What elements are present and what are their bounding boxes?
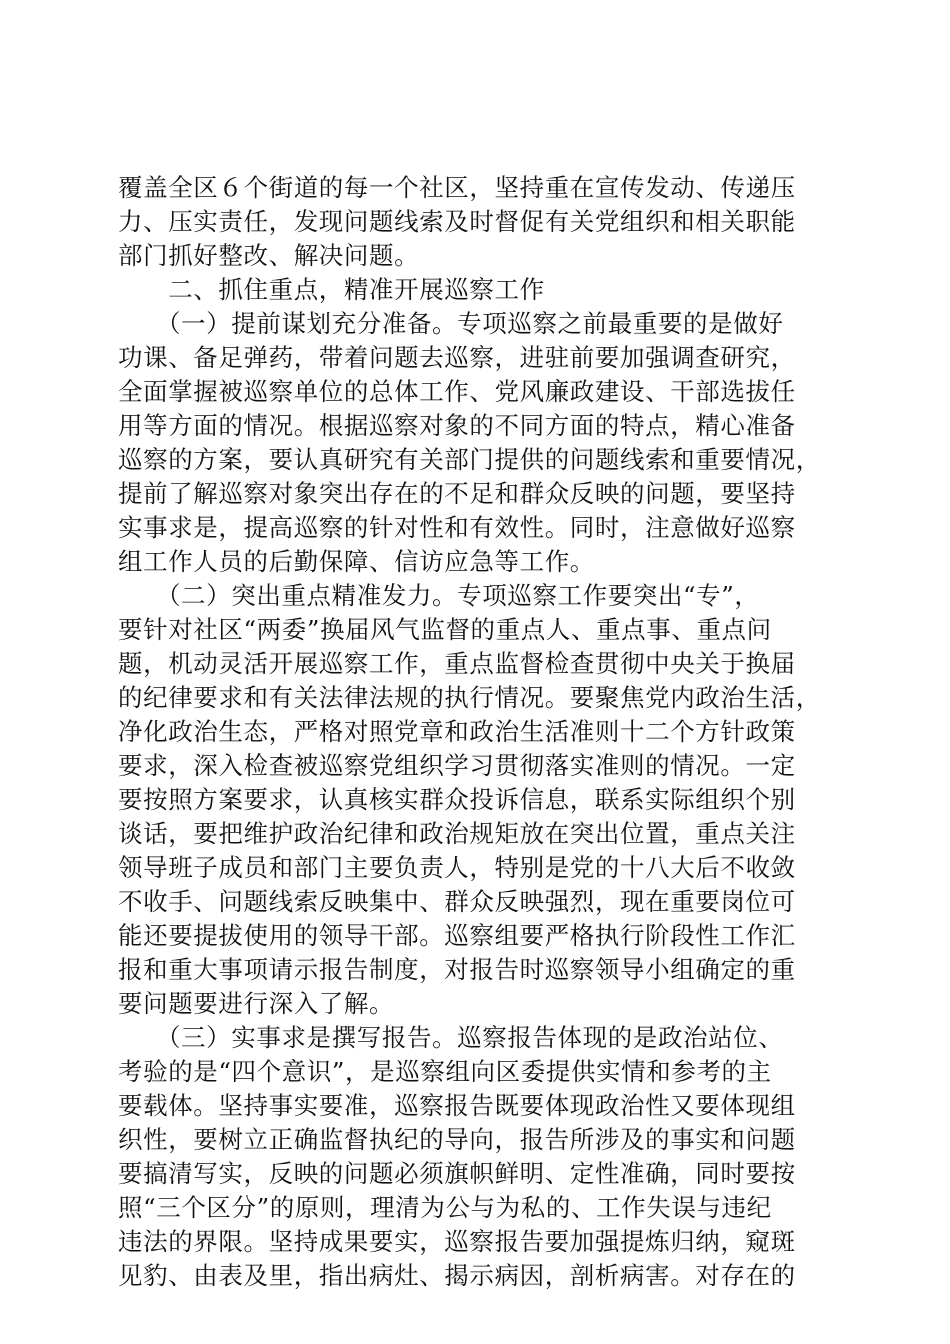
text-line: 净化政治生态，严格对照党章和政治生活准则十二个方针政策: [118, 717, 796, 746]
text-line: 报和重大事项请示报告制度，对报告时巡察领导小组确定的重: [118, 955, 796, 984]
text-line: 能还要提拔使用的领导干部。巡察组要严格执行阶段性工作汇: [118, 921, 796, 950]
text-line: 覆盖全区６个街道的每一个社区，坚持重在宣传发动、传递压: [118, 173, 796, 202]
text-line: 要问题要进行深入了解。: [118, 989, 395, 1018]
text-line: 的纪律要求和有关法律法规的执行情况。要聚焦党内政治生活，: [118, 683, 821, 712]
text-line: （一）提前谋划充分准备。专项巡察之前最重要的是做好: [118, 309, 784, 338]
text-line: 领导班子成员和部门主要负责人，特别是党的十八大后不收敛: [118, 853, 796, 882]
text-line: 部门抓好整改、解决问题。: [118, 241, 420, 270]
text-line: 要针对社区“两委”换届风气监督的重点人、重点事、重点问: [118, 615, 772, 644]
text-line: 题，机动灵活开展巡察工作，重点监督检查贯彻中央关于换届: [118, 649, 796, 678]
text-line: 考验的是“四个意识”，是巡察组向区委提供实情和参考的主: [118, 1057, 772, 1086]
text-line: 要按照方案要求，认真核实群众投诉信息，联系实际组织个别: [118, 785, 796, 814]
text-line: 要搞清写实，反映的问题必须旗帜鲜明、定性准确，同时要按: [118, 1159, 796, 1188]
text-line: 用等方面的情况。根据巡察对象的不同方面的特点，精心准备: [118, 411, 796, 440]
text-line: 照“三个区分”的原则，理清为公与为私的、工作失误与违纪: [118, 1193, 772, 1222]
text-line: 违法的界限。坚持成果要实，巡察报告要加强提炼归纳，窥斑: [118, 1227, 796, 1256]
text-line: 谈话，要把维护政治纪律和政治规矩放在突出位置，重点关注: [118, 819, 796, 848]
text-line: 实事求是，提高巡察的针对性和有效性。同时，注意做好巡察: [118, 513, 796, 542]
text-line: 要求，深入检查被巡察党组织学习贯彻落实准则的情况。一定: [118, 751, 796, 780]
text-line: （三）实事求是撰写报告。巡察报告体现的是政治站位、: [118, 1023, 784, 1052]
text-line: 见豹、由表及里，指出病灶、揭示病因，剖析病害。对存在的: [118, 1261, 796, 1290]
text-line: 巡察的方案，要认真研究有关部门提供的问题线索和重要情况，: [118, 445, 821, 474]
text-line: 力、压实责任，发现问题线索及时督促有关党组织和相关职能: [118, 207, 796, 236]
text-line: 要载体。坚持事实要准，巡察报告既要体现政治性又要体现组: [118, 1091, 796, 1120]
section-heading: 二、抓住重点，精准开展巡察工作: [118, 275, 545, 304]
text-line: （二）突出重点精准发力。专项巡察工作要突出“专”，: [118, 581, 760, 610]
text-line: 功课、备足弹药，带着问题去巡察，进驻前要加强调查研究，: [118, 343, 796, 372]
text-line: 提前了解巡察对象突出存在的不足和群众反映的问题，要坚持: [118, 479, 796, 508]
text-line: 不收手、问题线索反映集中、群众反映强烈，现在重要岗位可: [118, 887, 796, 916]
text-line: 组工作人员的后勤保障、信访应急等工作。: [118, 547, 595, 576]
text-line: 织性，要树立正确监督执纪的导向，报告所涉及的事实和问题: [118, 1125, 796, 1154]
text-line: 全面掌握被巡察单位的总体工作、党风廉政建设、干部选拔任: [118, 377, 796, 406]
